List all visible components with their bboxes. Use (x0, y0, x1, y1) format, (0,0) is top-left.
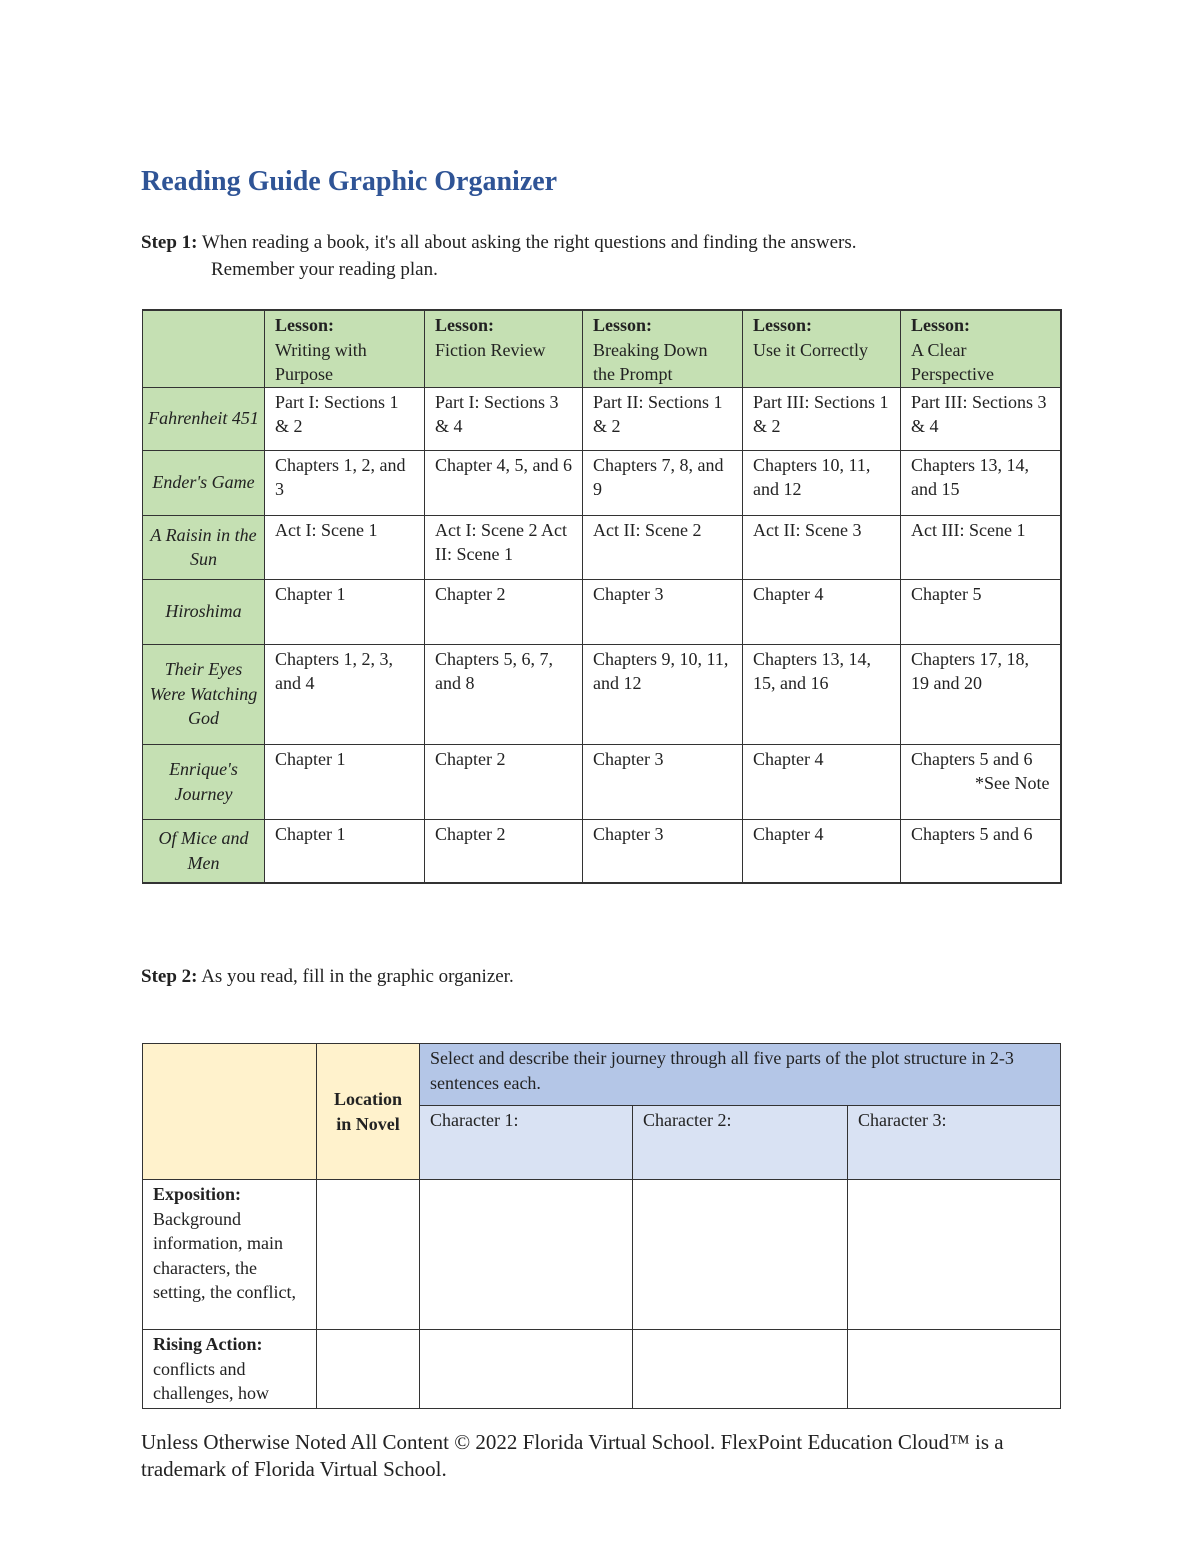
rising-action-description: conflicts and challenges, how (153, 1358, 269, 1403)
lesson-label: Lesson: (593, 315, 653, 335)
assignment-text: Part I: Sections 1 & 2 (275, 391, 399, 436)
assignment-text: Part II: Sections 1 & 2 (593, 391, 723, 436)
exposition-character-2-cell[interactable] (633, 1180, 848, 1330)
assignment-cell (743, 515, 901, 579)
rising-action-character-1-cell[interactable] (420, 1330, 633, 1409)
assignment-cell (265, 579, 425, 644)
assignment-text: Chapters 13, 14, and 15 (911, 454, 1029, 499)
book-title: Of Mice and Men (143, 819, 265, 883)
assignment-text: Act II: Scene 2 (593, 519, 702, 540)
assignment-cell (583, 450, 743, 515)
assignment-cell (583, 744, 743, 819)
assignment-cell (901, 387, 1061, 450)
rising-action-character-2-cell[interactable] (633, 1330, 848, 1409)
assignment-cell (743, 387, 901, 450)
assignment-cell (265, 644, 425, 744)
exposition-character-3-cell[interactable] (848, 1180, 1061, 1330)
lesson-name: Writing with Purpose (275, 339, 367, 384)
assignment-cell (583, 644, 743, 744)
assignment-cell (583, 515, 743, 579)
assignment-cell (583, 579, 743, 644)
character-2-header: Character 2: (633, 1106, 848, 1180)
page-title: Reading Guide Graphic Organizer (141, 166, 558, 197)
assignment-cell (743, 819, 901, 883)
lesson-header-4 (743, 310, 901, 387)
lesson-header-1 (265, 310, 425, 387)
step-2-label: Step 2: (141, 966, 198, 987)
assignment-cell (901, 515, 1061, 579)
assignment-text: Chapter 2 (435, 823, 506, 844)
assignment-text: Chapter 1 (275, 748, 346, 769)
assignment-text: Chapter 2 (435, 583, 506, 604)
assignment-text: Chapters 17, 18, 19 and 20 (911, 648, 1029, 693)
lesson-label: Lesson: (435, 315, 495, 335)
assignment-text: Chapter 4 (753, 823, 824, 844)
step-2-text: As you read, fill in the graphic organizer. (201, 966, 514, 987)
assignment-cell (425, 644, 583, 744)
lesson-header-3 (583, 310, 743, 387)
reading-plan-table (142, 309, 1062, 884)
assignment-cell (265, 387, 425, 450)
assignment-text: Chapters 9, 10, 11, and 12 (593, 648, 729, 693)
assignment-cell (743, 450, 901, 515)
assignment-text: Chapters 1, 2, 3, and 4 (275, 648, 393, 693)
assignment-text: Act II: Scene 3 (753, 519, 862, 540)
location-in-novel-header: Location in Novel (317, 1044, 420, 1180)
assignment-cell (425, 579, 583, 644)
assignment-text: Chapter 2 (435, 748, 506, 769)
character-1-header: Character 1: (420, 1106, 633, 1180)
book-title: Their Eyes Were Watching God (143, 644, 265, 744)
assignment-text: Chapter 1 (275, 583, 346, 604)
assignment-text: Chapters 5 and 6 (911, 823, 1033, 844)
assignment-text: Part III: Sections 3 & 4 (911, 391, 1047, 436)
assignment-text: Chapters 5, 6, 7, and 8 (435, 648, 553, 693)
lesson-label: Lesson: (753, 315, 813, 335)
assignment-cell (743, 644, 901, 744)
step-1-text-line2: Remember your reading plan. (211, 259, 438, 280)
book-title: Ender's Game (143, 450, 265, 515)
assignment-cell (743, 744, 901, 819)
assignment-cell (425, 450, 583, 515)
lesson-name: Fiction Review (435, 339, 546, 360)
character-3-header: Character 3: (848, 1106, 1061, 1180)
assignment-cell (425, 744, 583, 819)
assignment-text: Act I: Scene 2 Act II: Scene 1 (435, 519, 567, 564)
rising-action-label-cell (143, 1330, 317, 1409)
assignment-text: Chapter 4 (753, 583, 824, 604)
rising-action-character-3-cell[interactable] (848, 1330, 1061, 1409)
assignment-text: Part III: Sections 1 & 2 (753, 391, 889, 436)
exposition-location-cell[interactable] (317, 1180, 420, 1330)
exposition-label: Exposition: (153, 1184, 242, 1204)
see-note-text: *See Note (975, 773, 1050, 793)
book-title: Fahrenheit 451 (143, 387, 265, 450)
assignment-cell (265, 515, 425, 579)
lesson-label: Lesson: (275, 315, 335, 335)
lesson-name: Use it Correctly (753, 339, 868, 360)
assignment-text: Chapters 5 and 6 (911, 748, 1033, 769)
assignment-text: Chapter 3 (593, 583, 664, 604)
exposition-label-cell (143, 1180, 317, 1330)
assignment-cell (265, 450, 425, 515)
plot-organizer-table (142, 1043, 1061, 1409)
rising-action-label: Rising Action: (153, 1334, 263, 1354)
assignment-cell (425, 387, 583, 450)
lesson-name: Breaking Down the Prompt (593, 339, 708, 384)
assignment-cell (425, 515, 583, 579)
book-title: A Raisin in the Sun (143, 515, 265, 579)
lesson-name: A Clear Perspective (911, 339, 994, 384)
corner-header-cell (143, 1044, 317, 1180)
assignment-cell (265, 744, 425, 819)
step-1-instructions (141, 229, 1091, 283)
exposition-description: Background information, main characters, the setting, the conflict, (153, 1208, 296, 1302)
assignment-cell (583, 819, 743, 883)
corner-header-cell (143, 310, 265, 387)
plot-instruction-header: Select and describe their journey through all five parts of the plot structure in 2-3 sentences each. (420, 1044, 1061, 1106)
assignment-text: Chapter 4, 5, and 6 (435, 454, 572, 475)
assignment-cell (901, 450, 1061, 515)
assignment-cell (901, 579, 1061, 644)
assignment-cell (901, 819, 1061, 883)
lesson-label: Lesson: (911, 315, 971, 335)
assignment-cell (901, 744, 1061, 819)
assignment-cell (743, 579, 901, 644)
assignment-text: Act I: Scene 1 (275, 519, 378, 540)
rising-action-location-cell[interactable] (317, 1330, 420, 1409)
book-title: Enrique's Journey (143, 744, 265, 819)
assignment-text: Chapters 1, 2, and 3 (275, 454, 406, 499)
assignment-text: Chapter 4 (753, 748, 824, 769)
assignment-text: Chapter 5 (911, 583, 982, 604)
assignment-text: Chapter 1 (275, 823, 346, 844)
lesson-header-5 (901, 310, 1061, 387)
step-1-text-line1: When reading a book, it's all about asking the right questions and finding the answers. (201, 232, 857, 253)
assignment-text: Chapters 10, 11, and 12 (753, 454, 871, 499)
assignment-text: Chapter 3 (593, 748, 664, 769)
assignment-cell (583, 387, 743, 450)
assignment-text: Chapters 7, 8, and 9 (593, 454, 724, 499)
step-1-label: Step 1: (141, 232, 198, 253)
assignment-text: Part I: Sections 3 & 4 (435, 391, 559, 436)
assignment-cell (265, 819, 425, 883)
lesson-header-2 (425, 310, 583, 387)
copyright-footer: Unless Otherwise Noted All Content © 2022 Florida Virtual School. FlexPoint Education Cloud™ is a trademark of Florida Virtual School. (141, 1430, 1004, 1481)
assignment-text: Chapter 3 (593, 823, 664, 844)
exposition-character-1-cell[interactable] (420, 1180, 633, 1330)
step-2-instructions (141, 963, 514, 990)
assignment-text: Chapters 13, 14, 15, and 16 (753, 648, 871, 693)
assignment-text: Act III: Scene 1 (911, 519, 1026, 540)
assignment-cell (901, 644, 1061, 744)
book-title: Hiroshima (143, 579, 265, 644)
assignment-cell (425, 819, 583, 883)
